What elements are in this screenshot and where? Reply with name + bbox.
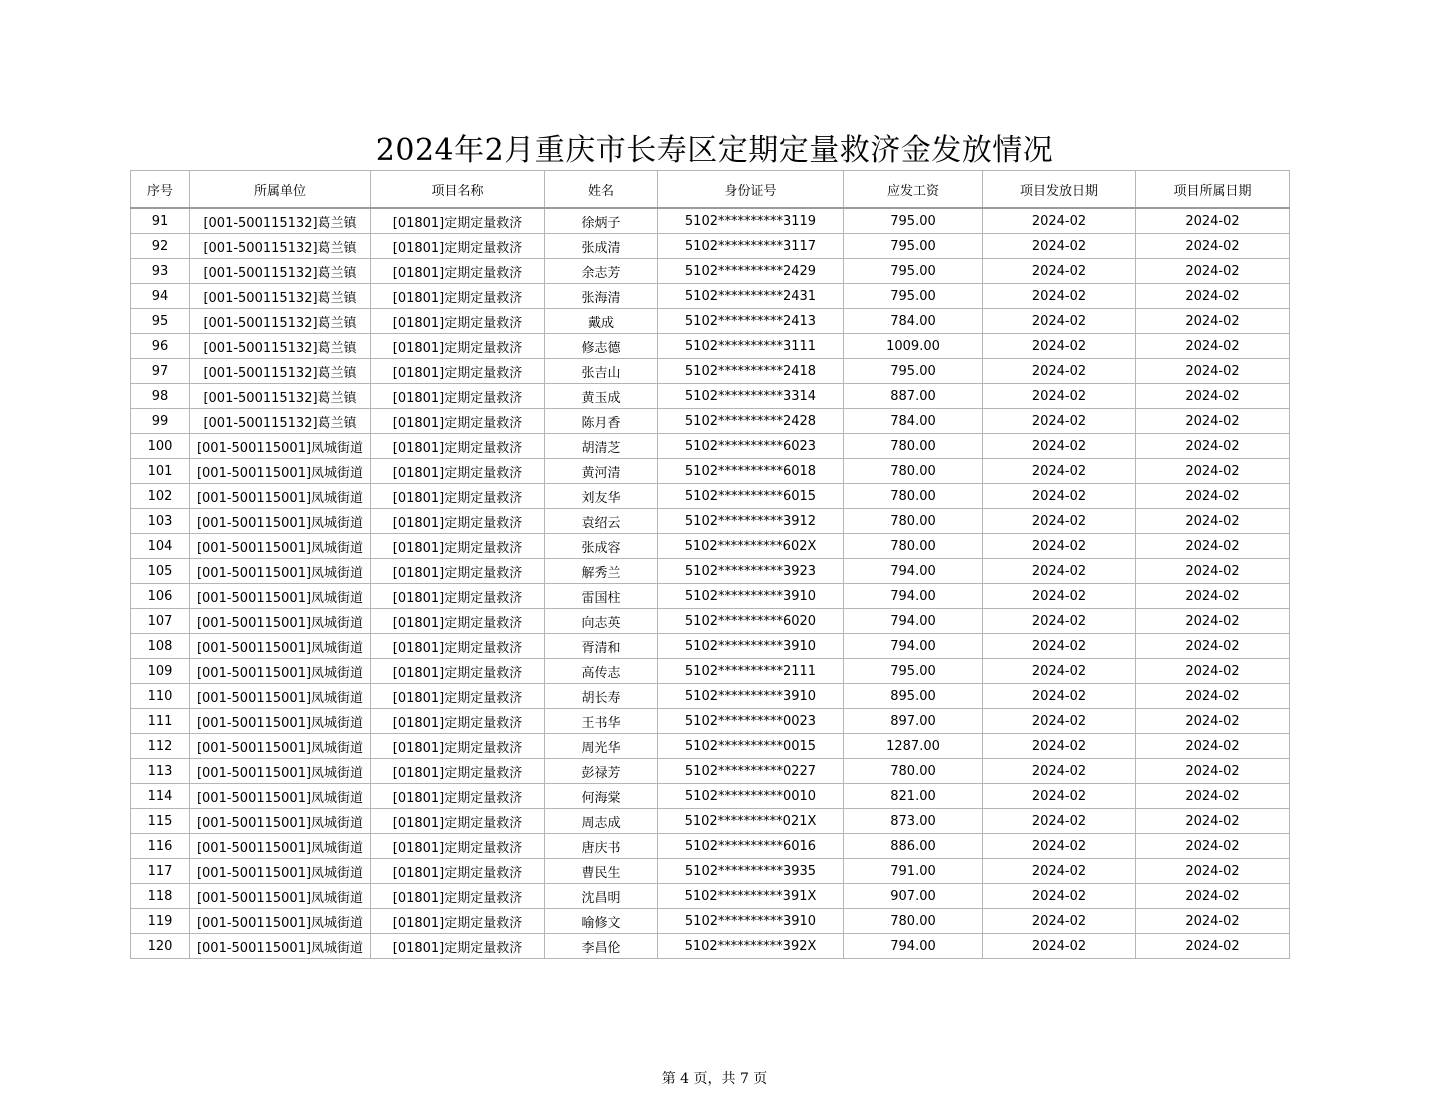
cell-period-date: 2024-02	[1136, 459, 1290, 484]
cell-unit: [001-500115132]葛兰镇	[190, 259, 371, 284]
cell-period-date: 2024-02	[1136, 709, 1290, 734]
cell-project: [01801]定期定量救济	[371, 309, 545, 334]
column-header-name: 姓名	[545, 171, 658, 209]
cell-name: 刘友华	[545, 484, 658, 509]
cell-id-number: 5102**********0010	[658, 784, 844, 809]
cell-index: 102	[131, 484, 190, 509]
table-row	[131, 634, 1290, 659]
cell-issue-date: 2024-02	[983, 434, 1136, 459]
cell-amount: 1287.00	[844, 734, 983, 759]
cell-issue-date: 2024-02	[983, 884, 1136, 909]
cell-project: [01801]定期定量救济	[371, 734, 545, 759]
cell-name: 彭禄芳	[545, 759, 658, 784]
cell-index: 97	[131, 359, 190, 384]
cell-issue-date: 2024-02	[983, 859, 1136, 884]
table-row	[131, 934, 1290, 959]
cell-period-date: 2024-02	[1136, 634, 1290, 659]
cell-project: [01801]定期定量救济	[371, 909, 545, 934]
cell-index: 94	[131, 284, 190, 309]
cell-amount: 795.00	[844, 259, 983, 284]
cell-id-number: 5102**********3111	[658, 334, 844, 359]
cell-unit: [001-500115001]凤城街道	[190, 684, 371, 709]
cell-id-number: 5102**********3910	[658, 909, 844, 934]
cell-project: [01801]定期定量救济	[371, 934, 545, 959]
table-row	[131, 484, 1290, 509]
cell-project: [01801]定期定量救济	[371, 234, 545, 259]
cell-unit: [001-500115132]葛兰镇	[190, 208, 371, 234]
cell-name: 何海棠	[545, 784, 658, 809]
cell-issue-date: 2024-02	[983, 409, 1136, 434]
table-row	[131, 759, 1290, 784]
cell-issue-date: 2024-02	[983, 809, 1136, 834]
cell-period-date: 2024-02	[1136, 784, 1290, 809]
cell-amount: 780.00	[844, 434, 983, 459]
cell-id-number: 5102**********392X	[658, 934, 844, 959]
cell-unit: [001-500115001]凤城街道	[190, 509, 371, 534]
cell-project: [01801]定期定量救济	[371, 384, 545, 409]
cell-id-number: 5102**********602X	[658, 534, 844, 559]
cell-index: 93	[131, 259, 190, 284]
cell-id-number: 5102**********3117	[658, 234, 844, 259]
cell-index: 116	[131, 834, 190, 859]
cell-period-date: 2024-02	[1136, 909, 1290, 934]
cell-period-date: 2024-02	[1136, 334, 1290, 359]
table-row	[131, 309, 1290, 334]
cell-amount: 780.00	[844, 759, 983, 784]
cell-unit: [001-500115001]凤城街道	[190, 534, 371, 559]
cell-name: 余志芳	[545, 259, 658, 284]
cell-index: 119	[131, 909, 190, 934]
cell-name: 张吉山	[545, 359, 658, 384]
cell-unit: [001-500115001]凤城街道	[190, 884, 371, 909]
cell-id-number: 5102**********0015	[658, 734, 844, 759]
cell-amount: 780.00	[844, 509, 983, 534]
cell-issue-date: 2024-02	[983, 234, 1136, 259]
cell-issue-date: 2024-02	[983, 484, 1136, 509]
table-row	[131, 809, 1290, 834]
cell-project: [01801]定期定量救济	[371, 208, 545, 234]
cell-id-number: 5102**********3935	[658, 859, 844, 884]
table-row	[131, 884, 1290, 909]
cell-period-date: 2024-02	[1136, 559, 1290, 584]
table-row	[131, 459, 1290, 484]
cell-id-number: 5102**********6020	[658, 609, 844, 634]
cell-unit: [001-500115001]凤城街道	[190, 809, 371, 834]
cell-amount: 784.00	[844, 409, 983, 434]
cell-amount: 794.00	[844, 934, 983, 959]
cell-period-date: 2024-02	[1136, 309, 1290, 334]
cell-issue-date: 2024-02	[983, 659, 1136, 684]
cell-project: [01801]定期定量救济	[371, 684, 545, 709]
cell-name: 张成清	[545, 234, 658, 259]
cell-issue-date: 2024-02	[983, 784, 1136, 809]
cell-unit: [001-500115001]凤城街道	[190, 584, 371, 609]
cell-period-date: 2024-02	[1136, 884, 1290, 909]
table-row	[131, 384, 1290, 409]
table-row	[131, 659, 1290, 684]
cell-name: 修志德	[545, 334, 658, 359]
column-header-amount: 应发工资	[844, 171, 983, 209]
cell-project: [01801]定期定量救济	[371, 359, 545, 384]
table-row	[131, 709, 1290, 734]
cell-project: [01801]定期定量救济	[371, 584, 545, 609]
cell-issue-date: 2024-02	[983, 459, 1136, 484]
cell-amount: 821.00	[844, 784, 983, 809]
cell-name: 李昌伦	[545, 934, 658, 959]
cell-period-date: 2024-02	[1136, 584, 1290, 609]
table-row	[131, 734, 1290, 759]
cell-project: [01801]定期定量救济	[371, 884, 545, 909]
cell-unit: [001-500115001]凤城街道	[190, 609, 371, 634]
cell-id-number: 5102**********6016	[658, 834, 844, 859]
cell-period-date: 2024-02	[1136, 384, 1290, 409]
cell-period-date: 2024-02	[1136, 208, 1290, 234]
table-row	[131, 234, 1290, 259]
cell-index: 105	[131, 559, 190, 584]
cell-name: 戴成	[545, 309, 658, 334]
cell-project: [01801]定期定量救济	[371, 534, 545, 559]
cell-id-number: 5102**********2428	[658, 409, 844, 434]
cell-period-date: 2024-02	[1136, 359, 1290, 384]
cell-project: [01801]定期定量救济	[371, 859, 545, 884]
cell-period-date: 2024-02	[1136, 409, 1290, 434]
cell-issue-date: 2024-02	[983, 634, 1136, 659]
cell-unit: [001-500115001]凤城街道	[190, 859, 371, 884]
cell-id-number: 5102**********021X	[658, 809, 844, 834]
cell-name: 张海清	[545, 284, 658, 309]
column-header-index: 序号	[131, 171, 190, 209]
cell-unit: [001-500115001]凤城街道	[190, 734, 371, 759]
table-row	[131, 284, 1290, 309]
cell-period-date: 2024-02	[1136, 609, 1290, 634]
cell-issue-date: 2024-02	[983, 934, 1136, 959]
cell-amount: 794.00	[844, 584, 983, 609]
cell-unit: [001-500115132]葛兰镇	[190, 234, 371, 259]
cell-project: [01801]定期定量救济	[371, 834, 545, 859]
cell-name: 曹民生	[545, 859, 658, 884]
cell-name: 高传志	[545, 659, 658, 684]
cell-unit: [001-500115001]凤城街道	[190, 559, 371, 584]
cell-name: 徐炳子	[545, 208, 658, 234]
cell-amount: 897.00	[844, 709, 983, 734]
cell-id-number: 5102**********2418	[658, 359, 844, 384]
cell-index: 112	[131, 734, 190, 759]
cell-id-number: 5102**********3923	[658, 559, 844, 584]
cell-amount: 795.00	[844, 659, 983, 684]
cell-name: 胡清芝	[545, 434, 658, 459]
cell-name: 黄玉成	[545, 384, 658, 409]
cell-unit: [001-500115001]凤城街道	[190, 709, 371, 734]
table-row	[131, 559, 1290, 584]
cell-amount: 795.00	[844, 234, 983, 259]
cell-project: [01801]定期定量救济	[371, 609, 545, 634]
cell-index: 95	[131, 309, 190, 334]
table-row	[131, 359, 1290, 384]
cell-unit: [001-500115132]葛兰镇	[190, 409, 371, 434]
cell-name: 黄河清	[545, 459, 658, 484]
cell-amount: 1009.00	[844, 334, 983, 359]
cell-issue-date: 2024-02	[983, 584, 1136, 609]
cell-name: 喻修文	[545, 909, 658, 934]
cell-project: [01801]定期定量救济	[371, 559, 545, 584]
cell-amount: 780.00	[844, 484, 983, 509]
cell-amount: 780.00	[844, 534, 983, 559]
table-row	[131, 784, 1290, 809]
cell-amount: 780.00	[844, 459, 983, 484]
cell-period-date: 2024-02	[1136, 434, 1290, 459]
cell-id-number: 5102**********0023	[658, 709, 844, 734]
cell-issue-date: 2024-02	[983, 208, 1136, 234]
cell-period-date: 2024-02	[1136, 234, 1290, 259]
cell-unit: [001-500115001]凤城街道	[190, 659, 371, 684]
cell-unit: [001-500115001]凤城街道	[190, 784, 371, 809]
cell-index: 117	[131, 859, 190, 884]
cell-name: 解秀兰	[545, 559, 658, 584]
cell-name: 袁绍云	[545, 509, 658, 534]
table-row	[131, 259, 1290, 284]
cell-project: [01801]定期定量救济	[371, 759, 545, 784]
table-row	[131, 334, 1290, 359]
cell-index: 103	[131, 509, 190, 534]
table-header-row	[131, 171, 1290, 209]
cell-issue-date: 2024-02	[983, 759, 1136, 784]
cell-issue-date: 2024-02	[983, 684, 1136, 709]
cell-period-date: 2024-02	[1136, 759, 1290, 784]
relief-payment-table	[130, 170, 1290, 959]
cell-name: 向志英	[545, 609, 658, 634]
cell-unit: [001-500115132]葛兰镇	[190, 359, 371, 384]
cell-period-date: 2024-02	[1136, 659, 1290, 684]
cell-name: 陈月香	[545, 409, 658, 434]
cell-index: 114	[131, 784, 190, 809]
cell-project: [01801]定期定量救济	[371, 484, 545, 509]
cell-amount: 794.00	[844, 634, 983, 659]
cell-index: 96	[131, 334, 190, 359]
cell-project: [01801]定期定量救济	[371, 459, 545, 484]
cell-issue-date: 2024-02	[983, 559, 1136, 584]
page-title: 2024年2月重庆市长寿区定期定量救济金发放情况	[375, 133, 1054, 168]
cell-index: 109	[131, 659, 190, 684]
table-row	[131, 584, 1290, 609]
cell-index: 110	[131, 684, 190, 709]
cell-issue-date: 2024-02	[983, 259, 1136, 284]
cell-name: 沈昌明	[545, 884, 658, 909]
cell-amount: 780.00	[844, 909, 983, 934]
cell-index: 118	[131, 884, 190, 909]
cell-issue-date: 2024-02	[983, 334, 1136, 359]
cell-id-number: 5102**********6023	[658, 434, 844, 459]
cell-amount: 886.00	[844, 834, 983, 859]
cell-period-date: 2024-02	[1136, 259, 1290, 284]
cell-id-number: 5102**********3910	[658, 684, 844, 709]
cell-issue-date: 2024-02	[983, 709, 1136, 734]
cell-project: [01801]定期定量救济	[371, 334, 545, 359]
cell-index: 92	[131, 234, 190, 259]
cell-amount: 784.00	[844, 309, 983, 334]
cell-period-date: 2024-02	[1136, 534, 1290, 559]
cell-id-number: 5102**********6018	[658, 459, 844, 484]
cell-name: 王书华	[545, 709, 658, 734]
cell-project: [01801]定期定量救济	[371, 659, 545, 684]
table-row	[131, 609, 1290, 634]
cell-unit: [001-500115132]葛兰镇	[190, 309, 371, 334]
cell-index: 101	[131, 459, 190, 484]
cell-name: 胥清和	[545, 634, 658, 659]
cell-issue-date: 2024-02	[983, 309, 1136, 334]
cell-amount: 795.00	[844, 208, 983, 234]
table-row	[131, 684, 1290, 709]
cell-id-number: 5102**********6015	[658, 484, 844, 509]
table-row	[131, 909, 1290, 934]
table-row	[131, 534, 1290, 559]
cell-period-date: 2024-02	[1136, 809, 1290, 834]
page-footer: 第 4 页，共 7 页	[661, 1071, 768, 1087]
cell-period-date: 2024-02	[1136, 684, 1290, 709]
cell-period-date: 2024-02	[1136, 734, 1290, 759]
cell-period-date: 2024-02	[1136, 284, 1290, 309]
cell-amount: 907.00	[844, 884, 983, 909]
cell-unit: [001-500115001]凤城街道	[190, 934, 371, 959]
cell-unit: [001-500115132]葛兰镇	[190, 384, 371, 409]
cell-amount: 795.00	[844, 359, 983, 384]
cell-project: [01801]定期定量救济	[371, 809, 545, 834]
cell-index: 113	[131, 759, 190, 784]
cell-period-date: 2024-02	[1136, 509, 1290, 534]
cell-amount: 887.00	[844, 384, 983, 409]
cell-issue-date: 2024-02	[983, 509, 1136, 534]
cell-id-number: 5102**********3119	[658, 208, 844, 234]
cell-unit: [001-500115132]葛兰镇	[190, 284, 371, 309]
cell-project: [01801]定期定量救济	[371, 784, 545, 809]
cell-project: [01801]定期定量救济	[371, 434, 545, 459]
cell-issue-date: 2024-02	[983, 834, 1136, 859]
cell-index: 120	[131, 934, 190, 959]
table-row	[131, 434, 1290, 459]
cell-project: [01801]定期定量救济	[371, 284, 545, 309]
cell-project: [01801]定期定量救济	[371, 509, 545, 534]
cell-name: 周志成	[545, 809, 658, 834]
cell-name: 张成容	[545, 534, 658, 559]
cell-id-number: 5102**********2429	[658, 259, 844, 284]
cell-name: 胡长寿	[545, 684, 658, 709]
cell-id-number: 5102**********2413	[658, 309, 844, 334]
cell-id-number: 5102**********3912	[658, 509, 844, 534]
cell-period-date: 2024-02	[1136, 934, 1290, 959]
cell-issue-date: 2024-02	[983, 534, 1136, 559]
cell-unit: [001-500115001]凤城街道	[190, 634, 371, 659]
cell-amount: 795.00	[844, 284, 983, 309]
cell-index: 111	[131, 709, 190, 734]
cell-unit: [001-500115132]葛兰镇	[190, 334, 371, 359]
cell-period-date: 2024-02	[1136, 834, 1290, 859]
table-row	[131, 859, 1290, 884]
cell-id-number: 5102**********391X	[658, 884, 844, 909]
cell-period-date: 2024-02	[1136, 859, 1290, 884]
cell-period-date: 2024-02	[1136, 484, 1290, 509]
cell-issue-date: 2024-02	[983, 734, 1136, 759]
cell-index: 98	[131, 384, 190, 409]
cell-id-number: 5102**********3314	[658, 384, 844, 409]
cell-issue-date: 2024-02	[983, 384, 1136, 409]
table-row	[131, 208, 1290, 234]
cell-project: [01801]定期定量救济	[371, 259, 545, 284]
table-row	[131, 509, 1290, 534]
column-header-id-number: 身份证号	[658, 171, 844, 209]
cell-unit: [001-500115001]凤城街道	[190, 484, 371, 509]
cell-issue-date: 2024-02	[983, 909, 1136, 934]
cell-index: 106	[131, 584, 190, 609]
cell-amount: 791.00	[844, 859, 983, 884]
cell-id-number: 5102**********0227	[658, 759, 844, 784]
cell-unit: [001-500115001]凤城街道	[190, 459, 371, 484]
cell-name: 雷国柱	[545, 584, 658, 609]
cell-id-number: 5102**********3910	[658, 584, 844, 609]
cell-index: 91	[131, 208, 190, 234]
cell-id-number: 5102**********2431	[658, 284, 844, 309]
column-header-period-date: 项目所属日期	[1136, 171, 1290, 209]
cell-index: 108	[131, 634, 190, 659]
cell-issue-date: 2024-02	[983, 359, 1136, 384]
cell-project: [01801]定期定量救济	[371, 409, 545, 434]
cell-amount: 794.00	[844, 609, 983, 634]
cell-amount: 895.00	[844, 684, 983, 709]
cell-unit: [001-500115001]凤城街道	[190, 434, 371, 459]
table-row	[131, 409, 1290, 434]
cell-project: [01801]定期定量救济	[371, 709, 545, 734]
cell-id-number: 5102**********2111	[658, 659, 844, 684]
table-body	[131, 208, 1290, 959]
cell-index: 107	[131, 609, 190, 634]
cell-unit: [001-500115001]凤城街道	[190, 834, 371, 859]
cell-unit: [001-500115001]凤城街道	[190, 909, 371, 934]
cell-unit: [001-500115001]凤城街道	[190, 759, 371, 784]
cell-amount: 794.00	[844, 559, 983, 584]
table-row	[131, 834, 1290, 859]
cell-name: 周光华	[545, 734, 658, 759]
column-header-project: 项目名称	[371, 171, 545, 209]
cell-index: 115	[131, 809, 190, 834]
cell-name: 唐庆书	[545, 834, 658, 859]
cell-index: 100	[131, 434, 190, 459]
cell-issue-date: 2024-02	[983, 284, 1136, 309]
column-header-issue-date: 项目发放日期	[983, 171, 1136, 209]
cell-index: 99	[131, 409, 190, 434]
column-header-unit: 所属单位	[190, 171, 371, 209]
cell-index: 104	[131, 534, 190, 559]
cell-issue-date: 2024-02	[983, 609, 1136, 634]
cell-id-number: 5102**********3910	[658, 634, 844, 659]
cell-project: [01801]定期定量救济	[371, 634, 545, 659]
cell-amount: 873.00	[844, 809, 983, 834]
